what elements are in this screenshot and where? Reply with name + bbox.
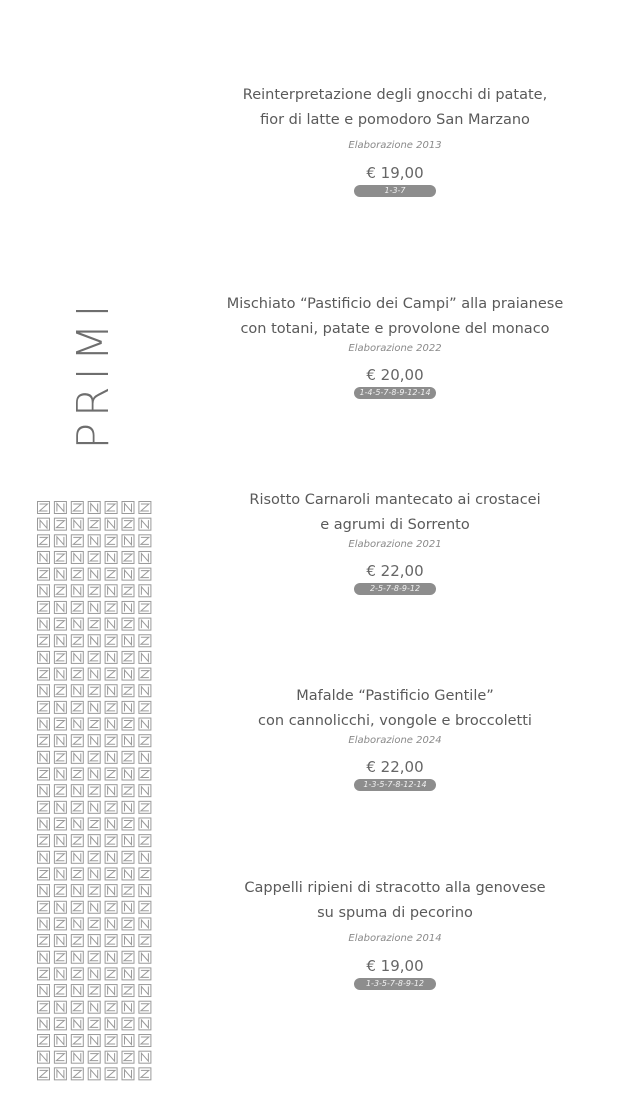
pattern-tile: [139, 635, 151, 647]
pattern-tile: [105, 785, 117, 797]
dish-price: € 19,00: [366, 164, 424, 182]
pattern-tile: [122, 968, 134, 980]
pattern-tile: [88, 968, 100, 980]
dish-name-line: con cannolicchi, vongole e broccoletti: [258, 713, 532, 729]
pattern-tile: [71, 551, 83, 563]
dish-elaboration: Elaborazione 2013: [348, 140, 442, 151]
pattern-tile: [139, 885, 151, 897]
pattern-tile: [71, 885, 83, 897]
pattern-tile: [88, 1018, 100, 1030]
pattern-tile: [105, 685, 117, 697]
pattern-tile: [71, 801, 83, 813]
pattern-tile: [38, 635, 50, 647]
pattern-tile: [105, 935, 117, 947]
pattern-tile: [71, 985, 83, 997]
pattern-tile: [122, 518, 134, 530]
pattern-tile: [105, 551, 117, 563]
pattern-tile: [105, 835, 117, 847]
pattern-tile: [139, 535, 151, 547]
pattern-tile: [88, 935, 100, 947]
pattern-tile: [105, 502, 117, 514]
pattern-tile: [54, 1018, 66, 1030]
dish-price: € 22,00: [366, 758, 424, 776]
pattern-tile: [105, 651, 117, 663]
pattern-tile: [38, 735, 50, 747]
allergen-badge: 1-3-5-7-8-12-14: [354, 779, 436, 791]
pattern-tile: [38, 1035, 50, 1047]
pattern-tile: [38, 701, 50, 713]
pattern-tile: [54, 668, 66, 680]
pattern-tile: [122, 835, 134, 847]
pattern-tile: [105, 868, 117, 880]
pattern-tile: [71, 668, 83, 680]
pattern-tile: [38, 685, 50, 697]
pattern-tile: [139, 618, 151, 630]
pattern-tile: [122, 751, 134, 763]
decorative-pattern: [37, 501, 153, 1084]
pattern-tile: [71, 785, 83, 797]
dish-item: [225, 292, 565, 404]
pattern-tile: [71, 768, 83, 780]
dish-name-line: Reinterpretazione degli gnocchi di patate,: [242, 87, 548, 103]
pattern-tile: [38, 968, 50, 980]
pattern-tile: [54, 618, 66, 630]
pattern-tile: [122, 668, 134, 680]
pattern-tile: [139, 818, 151, 830]
pattern-tile: [54, 568, 66, 580]
dish-item: [225, 684, 565, 796]
dish-name-line: con totani, patate e provolone del monaco: [240, 321, 550, 337]
pattern-tile: [71, 601, 83, 613]
pattern-tile: [54, 701, 66, 713]
pattern-tile: [122, 601, 134, 613]
pattern-tile: [122, 685, 134, 697]
pattern-tile: [139, 901, 151, 913]
pattern-tile: [71, 701, 83, 713]
pattern-tile: [122, 502, 134, 514]
pattern-tile: [122, 918, 134, 930]
pattern-tile: [88, 1068, 100, 1080]
pattern-tile: [71, 818, 83, 830]
pattern-tile: [122, 951, 134, 963]
pattern-tile: [88, 718, 100, 730]
pattern-tile: [139, 951, 151, 963]
pattern-tile: [38, 1051, 50, 1063]
pattern-tile: [54, 885, 66, 897]
pattern-tile: [105, 985, 117, 997]
pattern-tile: [38, 768, 50, 780]
pattern-tile: [38, 585, 50, 597]
pattern-tile: [88, 701, 100, 713]
pattern-tile: [88, 568, 100, 580]
pattern-tile: [122, 851, 134, 863]
pattern-tile: [139, 718, 151, 730]
pattern-tile: [139, 1051, 151, 1063]
pattern-tile: [54, 1068, 66, 1080]
pattern-tile: [122, 568, 134, 580]
pattern-tile: [54, 1051, 66, 1063]
pattern-tile: [105, 601, 117, 613]
pattern-tile: [54, 518, 66, 530]
pattern-tile: [105, 1018, 117, 1030]
pattern-tile: [105, 968, 117, 980]
pattern-tile: [88, 901, 100, 913]
pattern-tile: [88, 685, 100, 697]
pattern-tile: [54, 685, 66, 697]
pattern-tile: [139, 551, 151, 563]
pattern-tile: [88, 1051, 100, 1063]
pattern-tile: [139, 568, 151, 580]
pattern-tile: [88, 535, 100, 547]
pattern-tile: [71, 568, 83, 580]
pattern-tile: [38, 568, 50, 580]
pattern-tile: [88, 751, 100, 763]
pattern-tile: [122, 868, 134, 880]
pattern-tile: [105, 818, 117, 830]
pattern-tile: [38, 751, 50, 763]
pattern-tile: [54, 835, 66, 847]
pattern-tile: [139, 518, 151, 530]
pattern-tile: [71, 1051, 83, 1063]
pattern-tile: [71, 868, 83, 880]
dish-elaboration: Elaborazione 2021: [348, 539, 442, 550]
pattern-tile: [54, 535, 66, 547]
pattern-tile: [54, 651, 66, 663]
pattern-tile: [71, 735, 83, 747]
pattern-tile: [122, 585, 134, 597]
pattern-tile: [139, 751, 151, 763]
pattern-tile: [122, 768, 134, 780]
pattern-tile: [88, 985, 100, 997]
pattern-tile: [139, 735, 151, 747]
pattern-tile: [105, 618, 117, 630]
pattern-tile: [105, 635, 117, 647]
pattern-tile: [88, 1001, 100, 1013]
pattern-tile: [139, 835, 151, 847]
pattern-tile: [71, 951, 83, 963]
pattern-tile: [139, 701, 151, 713]
pattern-tile: [88, 735, 100, 747]
pattern-tile: [122, 1068, 134, 1080]
pattern-tile: [71, 618, 83, 630]
pattern-tile: [54, 968, 66, 980]
pattern-tile: [54, 851, 66, 863]
pattern-tile: [122, 701, 134, 713]
pattern-tile: [122, 735, 134, 747]
pattern-tile: [139, 1001, 151, 1013]
pattern-tile: [38, 502, 50, 514]
pattern-tile: [122, 718, 134, 730]
pattern-tile: [105, 668, 117, 680]
pattern-tile: [71, 585, 83, 597]
pattern-tile: [54, 502, 66, 514]
pattern-tile: [139, 785, 151, 797]
allergen-badge: 1-3-7: [354, 185, 436, 197]
pattern-tile: [139, 1035, 151, 1047]
pattern-tile: [88, 635, 100, 647]
pattern-tile: [38, 868, 50, 880]
pattern-tile: [71, 502, 83, 514]
pattern-tile: [54, 551, 66, 563]
pattern-tile: [71, 968, 83, 980]
pattern-tile: [88, 851, 100, 863]
pattern-tile: [139, 1068, 151, 1080]
pattern-tile: [38, 1068, 50, 1080]
pattern-tile: [38, 718, 50, 730]
pattern-tile: [88, 518, 100, 530]
dish-name-line: Mafalde “Pastificio Gentile”: [296, 688, 494, 704]
pattern-tile: [139, 685, 151, 697]
pattern-tile: [38, 601, 50, 613]
pattern-tile: [88, 601, 100, 613]
pattern-tile: [122, 1051, 134, 1063]
pattern-tile: [88, 951, 100, 963]
allergen-badge: 2-5-7-8-9-12: [354, 583, 436, 595]
pattern-tile: [105, 751, 117, 763]
pattern-tile: [88, 585, 100, 597]
pattern-tile: [71, 685, 83, 697]
pattern-tile: [122, 885, 134, 897]
dish-item: [225, 83, 565, 202]
pattern-tile: [139, 585, 151, 597]
pattern-tile: [71, 518, 83, 530]
pattern-tile: [38, 985, 50, 997]
dish-name-line: Risotto Carnaroli mantecato ai crostacei: [249, 492, 541, 508]
pattern-tile: [88, 835, 100, 847]
pattern-tile: [71, 718, 83, 730]
pattern-tile: [38, 668, 50, 680]
pattern-tile: [122, 1001, 134, 1013]
pattern-tile: [105, 1068, 117, 1080]
pattern-tile: [105, 851, 117, 863]
pattern-tile: [139, 851, 151, 863]
pattern-tile: [38, 618, 50, 630]
pattern-tile: [71, 1035, 83, 1047]
pattern-tile: [71, 851, 83, 863]
pattern-tile: [88, 918, 100, 930]
pattern-tile: [139, 968, 151, 980]
pattern-tile: [139, 1018, 151, 1030]
pattern-tile: [54, 751, 66, 763]
dish-name-line: Mischiato “Pastificio dei Campi” alla praianese: [226, 296, 564, 312]
pattern-tile: [105, 568, 117, 580]
pattern-tile: [105, 1035, 117, 1047]
pattern-tile: [139, 918, 151, 930]
pattern-tile: [139, 985, 151, 997]
dish-name-line: su spuma di pecorino: [317, 905, 473, 921]
pattern-tile: [54, 868, 66, 880]
pattern-tile: [38, 801, 50, 813]
pattern-tile: [38, 951, 50, 963]
pattern-tile: [105, 535, 117, 547]
pattern-tile: [71, 835, 83, 847]
pattern-tile: [88, 1035, 100, 1047]
pattern-tile: [139, 668, 151, 680]
pattern-tile: [88, 668, 100, 680]
pattern-tile: [105, 518, 117, 530]
pattern-tile: [88, 818, 100, 830]
pattern-tile: [88, 651, 100, 663]
pattern-tile: [38, 785, 50, 797]
pattern-tile: [38, 1001, 50, 1013]
pattern-tile: [71, 1001, 83, 1013]
pattern-tile: [88, 768, 100, 780]
pattern-tile: [38, 535, 50, 547]
pattern-tile: [105, 768, 117, 780]
pattern-tile: [122, 535, 134, 547]
pattern-tile: [54, 918, 66, 930]
dish-name-line: Cappelli ripieni di stracotto alla genovese: [244, 880, 546, 896]
pattern-tile: [38, 835, 50, 847]
pattern-tile: [122, 801, 134, 813]
pattern-tile: [54, 801, 66, 813]
pattern-tile: [54, 935, 66, 947]
pattern-tile: [88, 885, 100, 897]
pattern-tile: [122, 901, 134, 913]
pattern-tile: [122, 818, 134, 830]
pattern-tile: [105, 918, 117, 930]
pattern-tile: [88, 551, 100, 563]
pattern-tile: [38, 818, 50, 830]
pattern-tile: [88, 785, 100, 797]
pattern-tile: [105, 951, 117, 963]
pattern-tile: [54, 635, 66, 647]
pattern-tile: [71, 635, 83, 647]
pattern-tile: [54, 585, 66, 597]
dish-price: € 20,00: [366, 366, 424, 384]
pattern-tile: [88, 868, 100, 880]
dish-price: € 19,00: [366, 957, 424, 975]
pattern-tile: [122, 551, 134, 563]
pattern-tile: [105, 801, 117, 813]
pattern-tile: [71, 751, 83, 763]
pattern-tile: [38, 885, 50, 897]
pattern-tile: [122, 635, 134, 647]
section-title: PRIMI: [68, 298, 119, 450]
pattern-tile: [38, 901, 50, 913]
pattern-tile: [139, 935, 151, 947]
pattern-tile: [71, 935, 83, 947]
dish-elaboration: Elaborazione 2014: [348, 933, 442, 944]
pattern-tile: [54, 718, 66, 730]
pattern-tile: [71, 901, 83, 913]
pattern-tile: [54, 735, 66, 747]
pattern-tile: [105, 585, 117, 597]
pattern-tile: [105, 1051, 117, 1063]
pattern-tile: [38, 1018, 50, 1030]
pattern-tile: [71, 918, 83, 930]
dish-name-line: fior di latte e pomodoro San Marzano: [260, 112, 530, 128]
dish-item: [225, 876, 565, 995]
dish-item: [225, 488, 565, 600]
dish-elaboration: Elaborazione 2022: [348, 343, 442, 354]
pattern-tile: [71, 1018, 83, 1030]
pattern-tile: [122, 785, 134, 797]
pattern-tile: [71, 1068, 83, 1080]
allergen-badge: 1-3-5-7-8-9-12: [354, 978, 436, 990]
pattern-tile: [38, 651, 50, 663]
pattern-tile: [38, 851, 50, 863]
pattern-tile: [105, 701, 117, 713]
dish-elaboration: Elaborazione 2024: [348, 735, 442, 746]
allergen-badge: 1-4-5-7-8-9-12-14: [354, 387, 436, 399]
pattern-tile: [71, 535, 83, 547]
pattern-tile: [139, 801, 151, 813]
dish-name-line: e agrumi di Sorrento: [320, 517, 470, 533]
pattern-tile: [38, 518, 50, 530]
pattern-tile: [139, 868, 151, 880]
pattern-tile: [105, 1001, 117, 1013]
pattern-tile: [105, 718, 117, 730]
pattern-tile: [122, 935, 134, 947]
pattern-tile: [38, 935, 50, 947]
pattern-tile: [54, 601, 66, 613]
pattern-tile: [122, 618, 134, 630]
dish-price: € 22,00: [366, 562, 424, 580]
pattern-tile: [88, 502, 100, 514]
pattern-tile: [54, 818, 66, 830]
pattern-tile: [105, 885, 117, 897]
pattern-tile: [54, 768, 66, 780]
pattern-tile: [54, 785, 66, 797]
pattern-tile: [54, 1035, 66, 1047]
pattern-tile: [105, 901, 117, 913]
pattern-tile: [122, 1018, 134, 1030]
pattern-tile: [88, 801, 100, 813]
pattern-tile: [88, 618, 100, 630]
pattern-tile: [54, 951, 66, 963]
pattern-tile: [38, 918, 50, 930]
pattern-tile: [38, 551, 50, 563]
pattern-tile: [54, 1001, 66, 1013]
pattern-tile: [122, 651, 134, 663]
pattern-tile: [122, 1035, 134, 1047]
pattern-tile: [139, 651, 151, 663]
pattern-tile: [139, 768, 151, 780]
pattern-tile: [105, 735, 117, 747]
pattern-tile: [54, 985, 66, 997]
pattern-tile: [71, 651, 83, 663]
pattern-tile: [122, 985, 134, 997]
pattern-tile: [139, 502, 151, 514]
pattern-tile: [139, 601, 151, 613]
pattern-tile: [54, 901, 66, 913]
